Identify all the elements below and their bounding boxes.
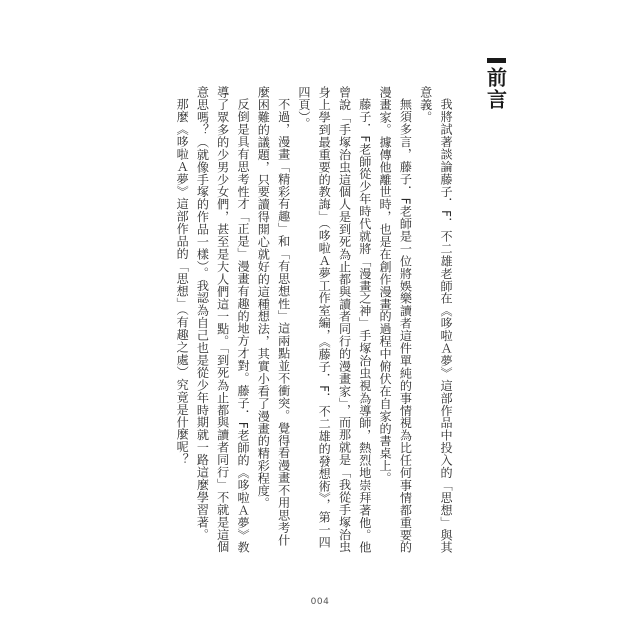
paragraph: 無須多言，藤子．F老師是一位將娛樂讀者這件單純的事情視為比任何事情都重要的漫畫家。據傳他離世時，也是在創作漫畫的過程中俯伏在自家的書桌上。 — [378, 86, 413, 554]
body-text — [156, 86, 456, 556]
paragraph: 藤子．F老師從少年時代就將「漫畫之神」手塚治虫視為導師，熱烈地崇拜著他。他曾說「手塚治虫這個人是到死為止都與讀者同行的漫畫家」，而那就是「我從手塚治虫身上學到最重要的教誨」（哆啦Ａ夢工作室編，《藤子．F．不二雄的發想術》，第一四四頁）。 — [296, 86, 372, 554]
paragraph: 我將試著談論藤子．F．不二雄老師在《哆啦Ａ夢》這部作品中投入的「思想」與其意義。 — [418, 86, 453, 554]
page-number: 004 — [310, 597, 330, 607]
chapter-heading — [483, 58, 508, 111]
heading-bar-ornament — [487, 58, 506, 63]
paragraph: 反倒是具有思考性才「正是」漫畫有趣的地方才對。藤子．F老師的《哆啦Ａ夢》教導了眾多的少男少女們，甚至是大人們這一點。「到死為止都與讀者同行」不就是這個意思嗎？（就像手塚的作品一樣）。我認為自己也是從少年時期就一路這麼學習著。 — [195, 86, 251, 554]
chapter-title: 前言 — [483, 67, 508, 111]
paragraph: 不過，漫畫「精彩有趣」和「有思想性」這兩點並不衝突。覺得看漫畫不用思考什麼困難的議題，只要讀得開心就好的這種想法，其實小看了漫畫的精彩程度。 — [256, 86, 291, 547]
paragraph: 那麼《哆啦Ａ夢》這部作品的「思想」（有趣之處）究竟是什麼呢？ — [175, 98, 190, 466]
